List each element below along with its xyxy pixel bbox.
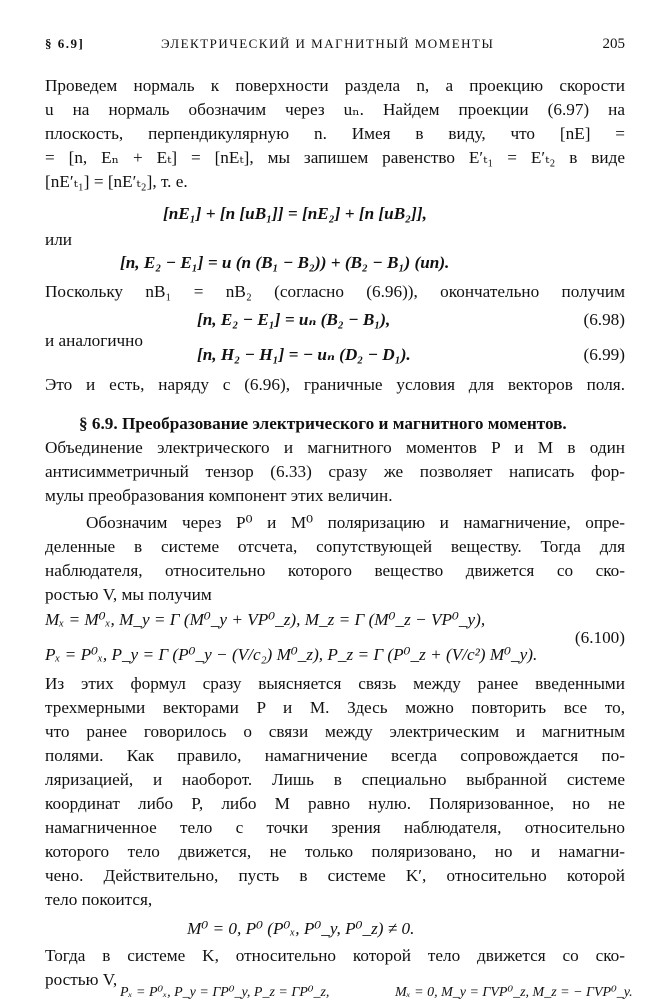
- page-number: 205: [602, 36, 625, 52]
- text-line: трехмерными векторами P и M. Здесь можно повторить все то,: [45, 698, 625, 717]
- text-line: полями. Как правило, намагничение всегда сопровождается по-: [45, 746, 625, 765]
- text-line: антисимметричный тензор (6.33) сразу же позволяет написать фор-: [45, 462, 625, 481]
- text-line: мулы преобразования компонент этих величин.: [45, 486, 393, 505]
- text-line: тело покоится,: [45, 890, 153, 909]
- equation-number: (6.98): [583, 310, 625, 329]
- equation-6-100-row2: Pₓ = P⁰ₓ, P_y = Γ (P⁰_y − (V/c₂) M⁰_z), P_z = Γ (P⁰_z + (V/c²) M⁰_y).: [45, 645, 538, 664]
- text-line: Из этих формул сразу выясняется связь между ранее введенными: [45, 674, 625, 693]
- equation-row: Mₓ = 0, M_y = ΓVP⁰_z, M_z = − ΓVP⁰_y.: [395, 985, 633, 1000]
- text-line: Проведем нормаль к поверхности раздела n, а проекцию скорости: [45, 76, 625, 95]
- text-line: = [n, Eₙ + Eₜ] = [nEₜ], мы запишем равенство E′ₜ₁ = E′ₜ₂ в виде: [45, 148, 625, 167]
- text-line: u на нормаль обозначим через uₙ. Найдем проекции (6.97) на: [45, 100, 625, 119]
- text-line: Это и есть, наряду с (6.96), граничные условия для векторов поля.: [45, 375, 625, 394]
- header-section-ref: § 6.9]: [45, 36, 85, 51]
- equation-6-99: [n, H₂ − H₁] = − uₙ (D₂ − D₁).: [197, 345, 411, 364]
- text-line: деленные в системе отсчета, сопутствующей веществу. Тогда для: [45, 537, 625, 556]
- text-line: что ранее говорилось о связи между электрическим и магнитным: [45, 722, 625, 741]
- text-line: или: [45, 230, 72, 249]
- text-line: которого тело движется, не только поляризовано, но и намагни-: [45, 842, 625, 861]
- text-line: ростью V, мы получим: [45, 585, 212, 604]
- header-running-title: ЭЛЕКТРИЧЕСКИЙ И МАГНИТНЫЙ МОМЕНТЫ: [161, 36, 495, 51]
- equation: [n, E₂ − E₁] = u (n (B₁ − B₂)) + (B₂ − B₁) (un).: [120, 253, 450, 272]
- text-line: Объединение электрического и магнитного моментов P и M в один: [45, 438, 625, 457]
- equation: [nE₁] + [n [uB₁]] = [nE₂] + [n [uB₂]],: [163, 204, 427, 223]
- text-line: ростью V,: [45, 970, 118, 989]
- text-line: наблюдателя, относительно которого вещество движется со ско-: [45, 561, 625, 580]
- text-line: чено. Действительно, пусть в системе K′, относительно которой: [45, 866, 625, 885]
- text-line: координат либо P, либо M равно нулю. Поляризованное, но не: [45, 794, 625, 813]
- equation-6-98: [n, E₂ − E₁] = uₙ (B₂ − B₁),: [197, 310, 391, 329]
- text-line: намагниченное тело с точки зрения наблюдателя, относительно: [45, 818, 625, 837]
- equation: M⁰ = 0, P⁰ (P⁰ₓ, P⁰_y, P⁰_z) ≠ 0.: [187, 919, 415, 938]
- text-line: Обозначим через P⁰ и M⁰ поляризацию и намагничение, опре-: [86, 513, 625, 532]
- text-line: [nE′ₜ₁] = [nE′ₜ₂], т. е.: [45, 172, 188, 191]
- text-line: плоскость, перпендикулярную n. Имея в виду, что [nE] =: [45, 124, 625, 143]
- text-line: и аналогично: [45, 331, 143, 350]
- equation-number: (6.99): [583, 345, 625, 364]
- equation-number: (6.100): [574, 628, 625, 647]
- running-header: [45, 36, 625, 58]
- text-line: Тогда в системе K, относительно которой тело движется со ско-: [45, 946, 625, 965]
- equation-6-100-row1: Mₓ = M⁰ₓ, M_y = Γ (M⁰_y + VP⁰_z), M_z = Γ (M⁰_z − VP⁰_y),: [45, 610, 486, 629]
- equation-row: Pₓ = P⁰ₓ, P_y = ΓP⁰_y, P_z = ΓP⁰_z,: [120, 985, 330, 1000]
- section-heading: § 6.9. Преобразование электрического и магнитного моментов.: [79, 414, 567, 433]
- text-line: ляризацией, и наоборот. Лишь в специально выбранной системе: [45, 770, 625, 789]
- text-line: Поскольку nB₁ = nB₂ (согласно (6.96)), окончательно получим: [45, 282, 625, 301]
